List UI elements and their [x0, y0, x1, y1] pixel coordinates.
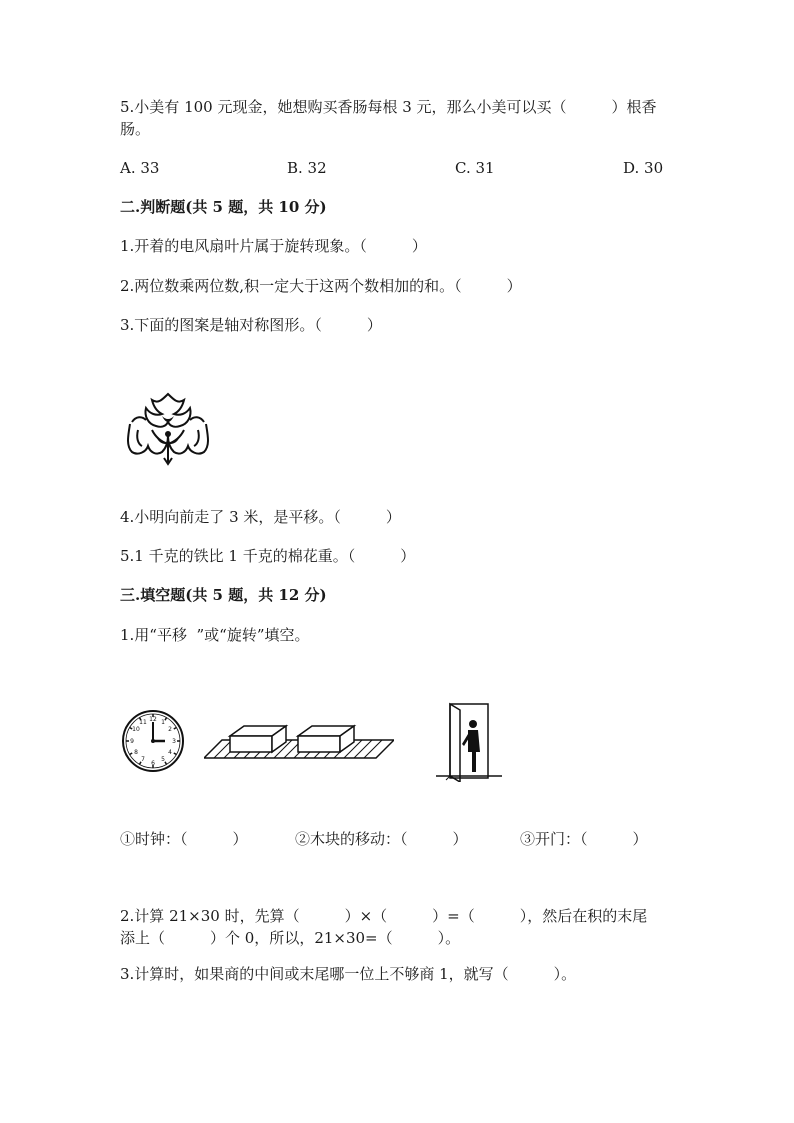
fill-question-2-line1: 2.计算 21×30 时，先算（ ）×（ ）=（ ），然后在积的末尾 [120, 907, 648, 925]
label-open-door: ③开门：（ ） [520, 830, 648, 848]
option-a: A. 33 [120, 159, 160, 177]
option-d: D. 30 [623, 159, 664, 177]
svg-text:8: 8 [134, 749, 138, 756]
svg-text:10: 10 [132, 726, 140, 733]
svg-text:4: 4 [168, 749, 172, 756]
section-2-title: 二.判断题(共 5 题，共 10 分) [120, 198, 327, 216]
option-c: C. 31 [455, 159, 495, 177]
svg-text:12: 12 [149, 716, 157, 723]
sliding-blocks-figure [204, 722, 394, 764]
judge-question-2: 2.两位数乘两位数,积一定大于这两个数相加的和。（ ） [120, 277, 522, 295]
door-figure [432, 700, 506, 782]
fill-question-2-line2: 添上（ ）个 0，所以，21×30=（ ）。 [120, 929, 461, 947]
judge-question-3: 3.下面的图案是轴对称图形。（ ） [120, 316, 382, 334]
option-b: B. 32 [287, 159, 327, 177]
fill-question-3: 3.计算时，如果商的中间或末尾哪一位上不够商 1，就写（ ）。 [120, 965, 577, 983]
svg-text:3: 3 [172, 738, 176, 745]
label-clock: ①时钟：（ ） [120, 830, 248, 848]
svg-text:11: 11 [139, 719, 147, 726]
svg-text:6: 6 [151, 760, 155, 767]
svg-text:7: 7 [141, 756, 145, 763]
svg-text:1: 1 [161, 719, 165, 726]
svg-text:5: 5 [161, 756, 165, 763]
judge-question-1: 1.开着的电风扇叶片属于旋转现象。（ ） [120, 237, 427, 255]
fill-question-1: 1.用“平移 ”或“旋转”填空。 [120, 626, 310, 644]
label-block-move: ②木块的移动：（ ） [295, 830, 468, 848]
clock-icon [120, 708, 186, 774]
svg-text:9: 9 [130, 738, 134, 745]
symmetric-flower-figure [122, 386, 214, 468]
question-5-text-line2: 肠。 [120, 120, 151, 138]
question-5-text-line1: 5.小美有 100 元现金，她想购买香肠每根 3 元，那么小美可以买（ ）根香 [120, 98, 657, 116]
judge-question-4: 4.小明向前走了 3 米，是平移。（ ） [120, 508, 401, 526]
svg-text:2: 2 [168, 726, 172, 733]
judge-question-5: 5.1 千克的铁比 1 千克的棉花重。（ ） [120, 547, 416, 565]
section-3-title: 三.填空题(共 5 题，共 12 分) [120, 586, 327, 604]
